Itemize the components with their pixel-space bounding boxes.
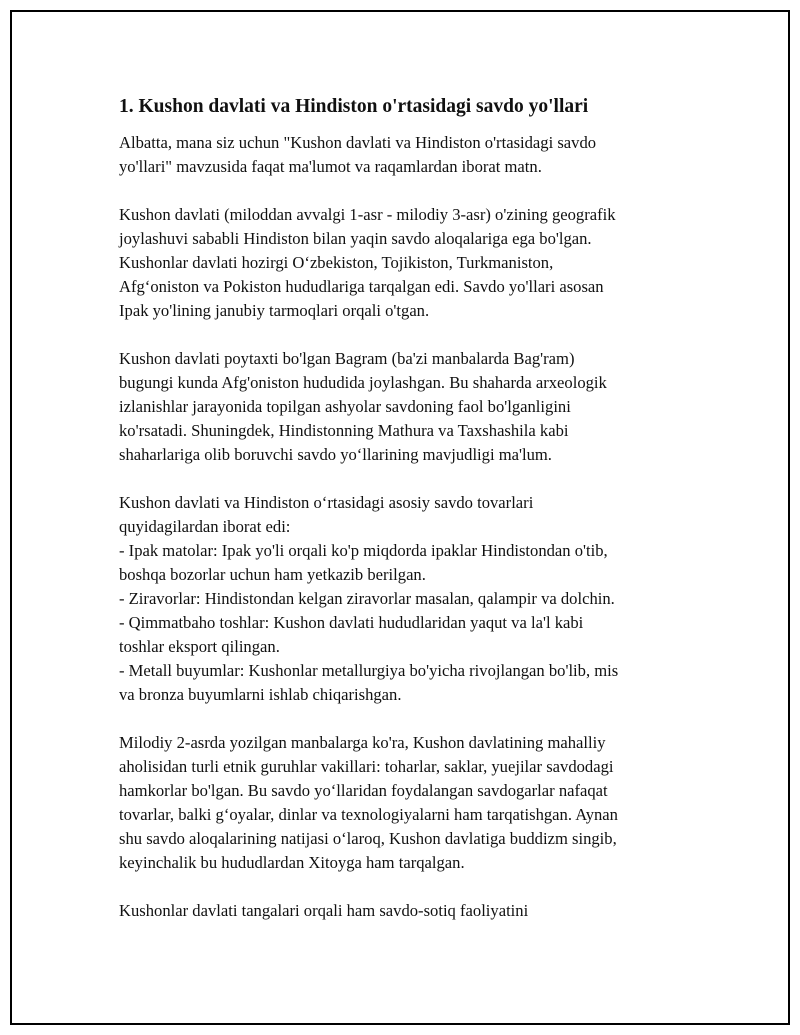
text-line: ko'rsatadi. Shuningdek, Hindistonning Mathura va Taxshashila kabi bbox=[119, 421, 569, 440]
text-line: va bronza buyumlarni ishlab chiqarishgan. bbox=[119, 685, 402, 704]
text-line: Albatta, mana siz uchun "Kushon davlati va Hindiston o'rtasidagi savdo bbox=[119, 133, 597, 152]
text-line: keyinchalik bu hududlardan Xitoyga ham tarqalgan. bbox=[119, 853, 465, 872]
text-line: shu savdo aloqalarining natijasi o‘laroq, Kushon davlatiga buddizm singib, bbox=[119, 829, 617, 848]
paragraph bbox=[119, 899, 689, 923]
text-line: Kushon davlati va Hindiston o‘rtasidagi asosiy savdo tovarlari bbox=[119, 493, 534, 512]
text-line: - Metall buyumlar: Kushonlar metallurgiya bo'yicha rivojlangan bo'lib, mis bbox=[119, 661, 619, 680]
text-line: shaharlariga olib boruvchi savdo yo‘llarining mavjudligi ma'lum. bbox=[119, 445, 552, 464]
text-line: yo'llari" mavzusida faqat ma'lumot va raqamlardan iborat matn. bbox=[119, 157, 542, 176]
text-line: - Ziravorlar: Hindistondan kelgan ziravorlar masalan, qalampir va dolchin. bbox=[119, 589, 615, 608]
text-line: izlanishlar jarayonida topilgan ashyolar savdoning faol bo'lganligini bbox=[119, 397, 571, 416]
text-line: hamkorlar bo'lgan. Bu savdo yo‘llaridan foydalangan savdogarlar nafaqat bbox=[119, 781, 608, 800]
text-line: Kushonlar davlati tangalari orqali ham savdo-sotiq faoliyatini bbox=[119, 901, 529, 920]
text-line: aholisidan turli etnik guruhlar vakillari: toharlar, saklar, yuejilar savdodagi bbox=[119, 757, 614, 776]
text-line: - Ipak matolar: Ipak yo'li orqali ko'p miqdorda ipaklar Hindistondan o'tib, bbox=[119, 541, 608, 560]
text-line: Kushon davlati (miloddan avvalgi 1-asr - milodiy 3-asr) o'zining geografik bbox=[119, 205, 616, 224]
text-line: toshlar eksport qilingan. bbox=[119, 637, 280, 656]
text-line: joylashuvi sababli Hindiston bilan yaqin savdo aloqalariga ega bo'lgan. bbox=[119, 229, 592, 248]
paragraph bbox=[119, 731, 689, 875]
paragraph bbox=[119, 491, 689, 707]
paragraph bbox=[119, 131, 689, 179]
text-line: quyidagilardan iborat edi: bbox=[119, 517, 291, 536]
paragraph bbox=[119, 347, 689, 467]
text-line: boshqa bozorlar uchun ham yetkazib berilgan. bbox=[119, 565, 426, 584]
document-body bbox=[119, 93, 689, 947]
text-line: Afg‘oniston va Pokiston hududlariga tarqalgan edi. Savdo yo'llari asosan bbox=[119, 277, 604, 296]
text-line: Milodiy 2-asrda yozilgan manbalarga ko'ra, Kushon davlatining mahalliy bbox=[119, 733, 606, 752]
text-line: Kushonlar davlati hozirgi O‘zbekiston, Tojikiston, Turkmaniston, bbox=[119, 253, 554, 272]
text-line: Kushon davlati poytaxti bo'lgan Bagram (ba'zi manbalarda Bag'ram) bbox=[119, 349, 575, 368]
paragraph bbox=[119, 203, 689, 323]
paragraph-list bbox=[119, 131, 689, 923]
text-line: - Qimmatbaho toshlar: Kushon davlati hududlaridan yaqut va la'l kabi bbox=[119, 613, 584, 632]
text-line: Ipak yo'lining janubiy tarmoqlari orqali o'tgan. bbox=[119, 301, 430, 320]
document-title: 1. Kushon davlati va Hindiston o'rtasidagi savdo yo'llari bbox=[119, 96, 589, 117]
text-line: bugungi kunda Afg'oniston hududida joylashgan. Bu shaharda arxeologik bbox=[119, 373, 607, 392]
text-line: tovarlar, balki g‘oyalar, dinlar va texnologiyalarni ham tarqatishgan. Aynan bbox=[119, 805, 618, 824]
